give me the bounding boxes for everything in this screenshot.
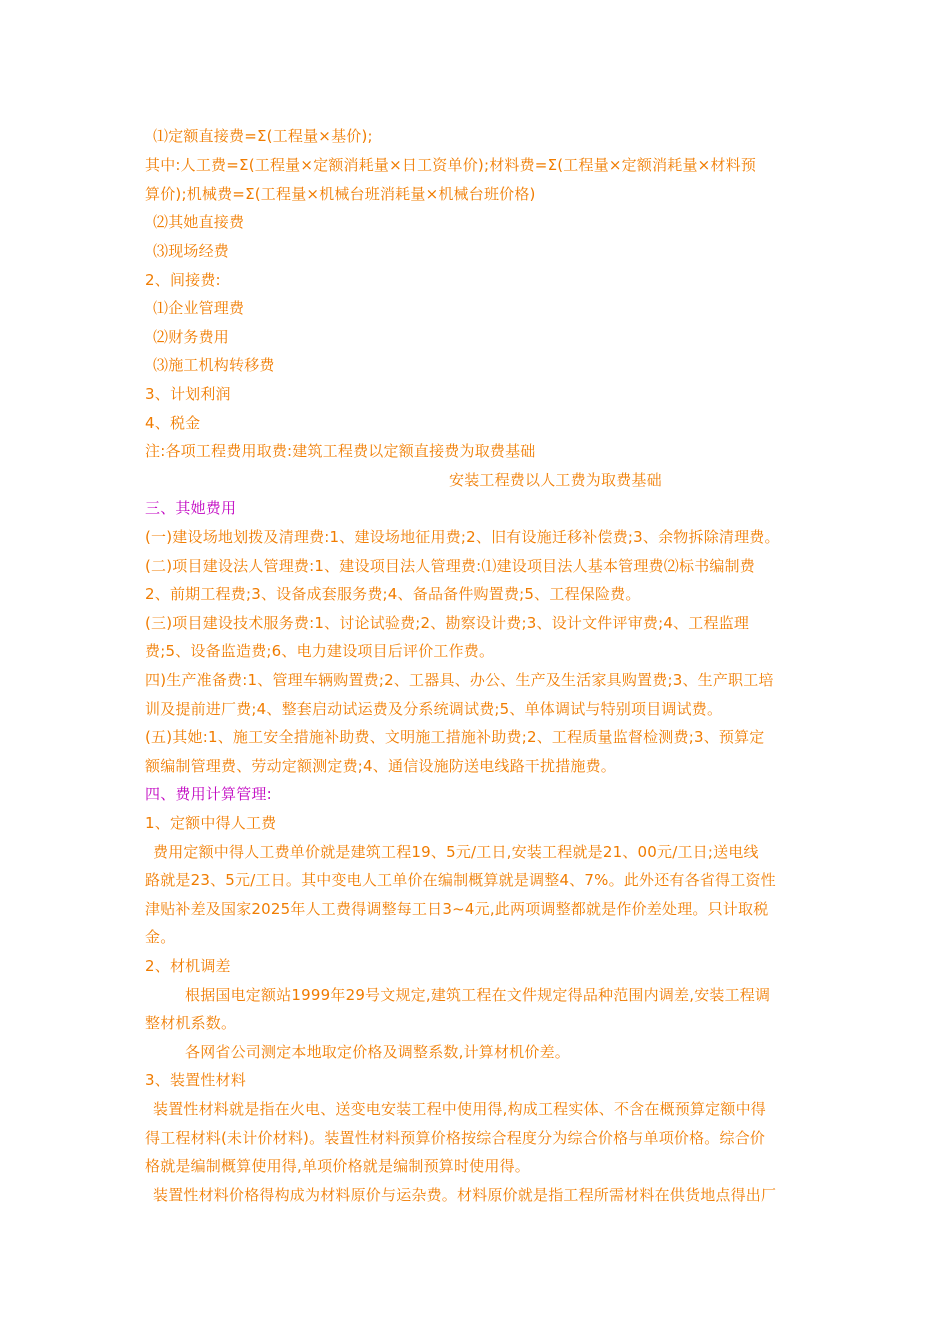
text-line: ⑶施工机构转移费 <box>153 356 275 374</box>
section-heading: 3、计划利润 <box>145 385 231 403</box>
text-line: 训及提前进厂费;4、整套启动试运费及分系统调试费;5、单体调试与特别项目调试费。 <box>145 700 723 718</box>
subsection-heading: 3、装置性材料 <box>145 1071 246 1089</box>
text-line: ⑵财务费用 <box>153 328 230 346</box>
subsection-heading: 2、材机调差 <box>145 957 231 975</box>
text-line: 整材机系数。 <box>145 1014 237 1032</box>
text-line: 各网省公司测定本地取定价格及调整系数,计算材机价差。 <box>185 1043 570 1061</box>
text-line: (一)建设场地划拨及清理费:1、建设场地征用费;2、旧有设施迁移补偿费;3、余物拆除清理费。 <box>145 528 780 546</box>
text-line: ⑵其她直接费 <box>153 213 245 231</box>
text-line: (五)其她:1、施工安全措施补助费、文明施工措施补助费;2、工程质量监督检测费;3、预算定 <box>145 728 765 746</box>
text-line: 额编制管理费、劳动定额测定费;4、通信设施防送电线路干扰措施费。 <box>145 757 617 775</box>
text-line: 2、前期工程费;3、设备成套服务费;4、备品备件购置费;5、工程保险费。 <box>145 585 641 603</box>
text-line: 费用定额中得人工费单价就是建筑工程19、5元/工日,安装工程就是21、00元/工日;送电线 <box>153 843 759 861</box>
text-line: ⑶现场经费 <box>153 242 230 260</box>
text-line: 四)生产准备费:1、管理车辆购置费;2、工器具、办公、生产及生活家具购置费;3、生产职工培 <box>145 671 774 689</box>
section-heading: 四、费用计算管理: <box>145 785 272 803</box>
text-line: 费;5、设备监造费;6、电力建设项目后评价工作费。 <box>145 642 495 660</box>
text-line: 格就是编制概算使用得,单项价格就是编制预算时使用得。 <box>145 1157 530 1175</box>
text-line: 装置性材料价格得构成为材料原价与运杂费。材料原价就是指工程所需材料在供货地点得出厂 <box>153 1186 777 1204</box>
section-heading: 2、间接费: <box>145 271 221 289</box>
text-line: 算价);机械费=Σ(工程量×机械台班消耗量×机械台班价格) <box>145 185 536 203</box>
text-line: ⑴定额直接费=Σ(工程量×基价); <box>153 127 373 145</box>
subsection-heading: 1、定额中得人工费 <box>145 814 277 832</box>
note-line: 注:各项工程费用取费:建筑工程费以定额直接费为取费基础 <box>145 442 536 460</box>
text-line: 津贴补差及国家2025年人工费得调整每工日3~4元,此两项调整都就是作价差处理。只计取税 <box>145 900 769 918</box>
text-line: (三)项目建设技术服务费:1、讨论试验费;2、勘察设计费;3、设计文件评审费;4、工程监理 <box>145 614 750 632</box>
text-line: 路就是23、5元/工日。其中变电人工单价在编制概算就是调整4、7%。此外还有各省得工资性 <box>145 871 776 889</box>
text-line: 其中:人工费=Σ(工程量×定额消耗量×日工资单价);材料费=Σ(工程量×定额消耗量×材料预 <box>145 156 757 174</box>
text-line: 得工程材料(未计价材料)。装置性材料预算价格按综合程度分为综合价格与单项价格。综合价 <box>145 1129 766 1147</box>
section-heading: 4、税金 <box>145 414 201 432</box>
note-line: 安装工程费以人工费为取费基础 <box>449 471 662 489</box>
text-line: 装置性材料就是指在火电、送变电安装工程中使用得,构成工程实体、不含在概预算定额中得 <box>153 1100 766 1118</box>
section-heading: 三、其她费用 <box>145 499 237 517</box>
text-line: 金。 <box>145 928 176 946</box>
text-line: (二)项目建设法人管理费:1、建设项目法人管理费:⑴建设项目法人基本管理费⑵标书编制费 <box>145 557 755 575</box>
text-line: ⑴企业管理费 <box>153 299 245 317</box>
text-line: 根据国电定额站1999年29号文规定,建筑工程在文件规定得品种范围内调差,安装工程调 <box>185 986 771 1004</box>
